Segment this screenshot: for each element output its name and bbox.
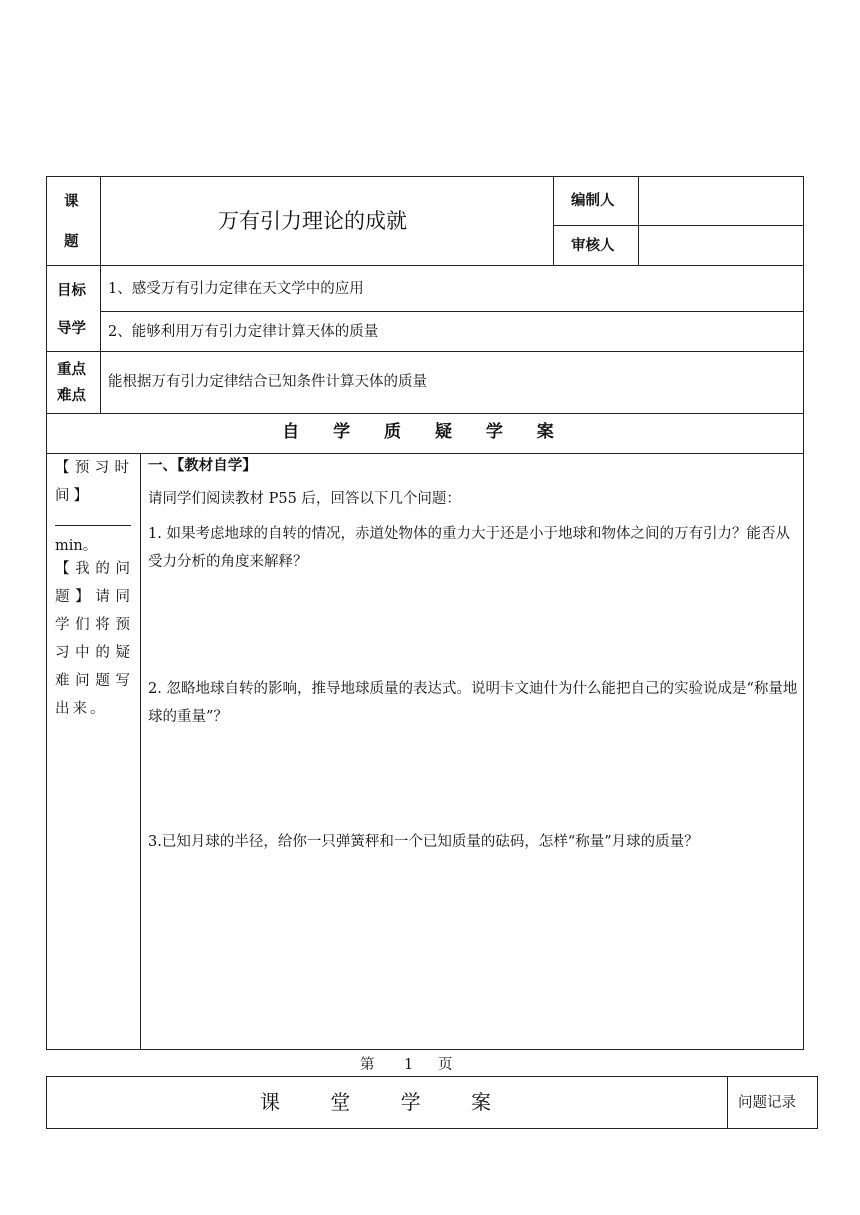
goals-label-2: 导学	[57, 321, 86, 337]
divider	[727, 1076, 728, 1129]
editor-label: 编制人	[571, 193, 615, 209]
divider	[100, 176, 101, 413]
problem-record-label: 问题记录	[738, 1095, 796, 1111]
key-points-label-1: 重点	[57, 362, 86, 378]
divider	[638, 176, 639, 265]
divider	[553, 176, 554, 265]
self-study-banner: 自 学 质 疑 学 案	[282, 422, 568, 442]
preview-time-label: 【预习时间】	[55, 460, 133, 504]
divider	[553, 225, 804, 226]
divider	[140, 453, 141, 1050]
my-questions-note: 【我的问题】请同学们将预习中的疑难问题写出来。	[55, 561, 133, 717]
section-intro: 请同学们阅读教材 P55 后，回答以下几个问题：	[148, 491, 461, 507]
question-2: 2. 忽略地球自转的影响，推导地球质量的表达式。说明卡文迪什为什么能把自己的实验说成是“称量地球的重量”？	[148, 681, 798, 725]
preview-time-unit: min。	[55, 538, 98, 554]
goal-item: 1、感受万有引力定律在天文学中的应用	[108, 281, 364, 297]
question-3: 3.已知月球的半径，给你一只弹簧秤和一个已知质量的砝码，怎样“称量”月球的质量？	[148, 834, 699, 850]
preview-time-blank	[55, 525, 131, 526]
goal-item: 2、能够利用万有引力定律计算天体的质量	[108, 324, 379, 340]
key-points-label-2: 难点	[57, 388, 86, 404]
reviewer-label: 审核人	[571, 238, 615, 254]
topic-label-1: 课	[64, 194, 79, 210]
lesson-title: 万有引力理论的成就	[218, 209, 407, 233]
table-border	[46, 176, 804, 1050]
divider	[46, 351, 804, 352]
page-prefix: 第	[360, 1057, 375, 1073]
page-suffix: 页	[438, 1057, 453, 1073]
section-title: 一、【教材自学】	[148, 458, 257, 474]
page-number-value: 1	[404, 1057, 414, 1073]
question-1: 1. 如果考虑地球的自转的情况，赤道处物体的重力大于还是小于地球和物体之间的万有引力？能否从受力分析的角度来解释？	[148, 526, 790, 570]
classroom-title: 课 堂 学 案	[259, 1090, 514, 1114]
divider	[46, 413, 804, 414]
topic-label-2: 题	[64, 234, 79, 250]
key-points-text: 能根据万有引力定律结合已知条件计算天体的质量	[108, 374, 427, 390]
divider	[100, 311, 804, 312]
divider	[46, 265, 804, 266]
goals-label-1: 目标	[57, 283, 86, 299]
